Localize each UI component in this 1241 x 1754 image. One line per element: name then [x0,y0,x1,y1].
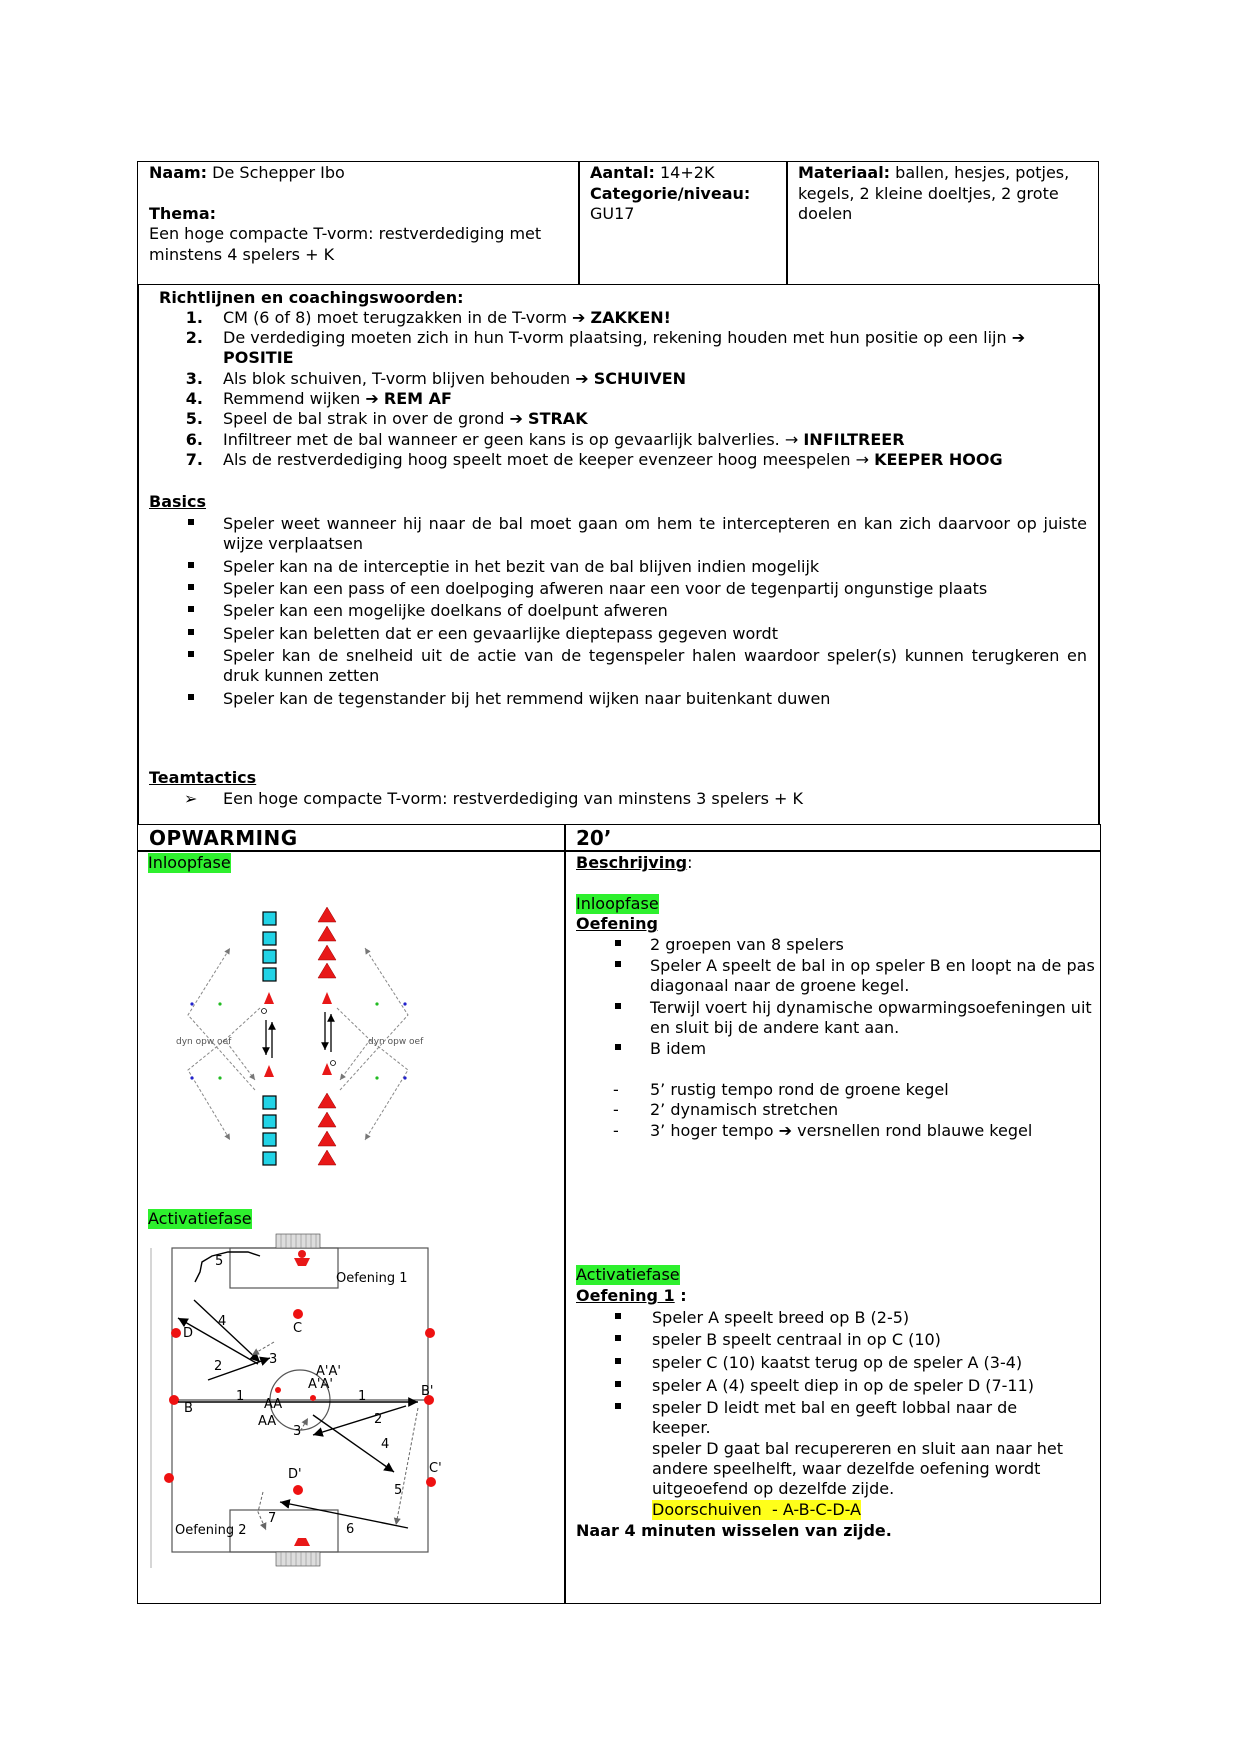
dash-icon: - [613,1100,619,1119]
richtlijn-item [223,450,1003,470]
square-marker [263,1115,276,1128]
materiaal-line-2: kegels, 2 kleine doeltjes, 2 grote [798,184,1059,203]
label-oefening-1: Oefening 1 [336,1271,408,1286]
num-1b: 1 [358,1389,367,1404]
header-divider-1 [578,161,580,285]
oefening-item: Speler A speelt de bal in op speler B en loopt na de pas diagonaal naar de groene kegel. [650,956,1095,995]
materiaal-line-3: doelen [798,204,853,223]
bullet-icon [188,519,194,525]
square-marker [263,1096,276,1109]
richtlijn-text: Speel de bal strak in over de grond [223,409,505,428]
bullet-icon [188,651,194,657]
inloopfase-diagram [170,900,430,1185]
num-4b: 4 [381,1437,390,1452]
arrow-icon: → [784,430,799,449]
square-marker [263,950,276,963]
aantal-value: 14+2K [660,163,715,182]
cone-icon [264,992,274,1004]
dash-icon: - [613,1121,619,1140]
triangle-marker [318,907,336,922]
triangle-marker [318,1112,336,1127]
num-7: 7 [268,1511,277,1526]
cyan-squares [263,912,276,1165]
dash-icon: - [613,1080,619,1099]
header-divider-2 [786,161,788,285]
materiaal-label: Materiaal: [798,163,891,182]
player-dot [310,1395,316,1401]
arrow-icon: ➔ [365,389,379,408]
bullet-icon [615,1403,621,1409]
arrow-icon: ➔ [509,409,523,428]
bullet-icon [615,1003,621,1009]
thema-line-1: Een hoge compacte T-vorm: restverdediging met [149,224,542,243]
oefening-1-item: speler D leidt met bal en geeft lobbal naar de keeper. [652,1398,1018,1437]
bullet-icon [188,694,194,700]
bullet-icon [615,1381,621,1387]
player-dot [169,1395,179,1405]
thema-line-2: minstens 4 spelers + K [149,245,335,264]
label-a-primes-2: A'A' [308,1377,333,1392]
basics-item: Speler kan de tegenstander bij het remmend wijken naar buitenkant duwen [223,689,831,708]
richtlijn-text: Als de restverdediging hoog speelt moet de keeper evenzeer hoog meespelen [223,450,851,469]
blue-cone-dot [403,1002,406,1005]
richtlijn-keyword: ZAKKEN! [590,308,671,327]
triangle-marker [318,926,336,941]
triangle-marker [318,1131,336,1146]
categorie-value: GU17 [590,204,635,223]
richtlijn-text: Remmend wijken [223,389,361,408]
oefening-heading: Oefening [576,914,658,933]
richtlijn-num: 4. [185,389,203,408]
richtlijn-num: 7. [185,450,203,469]
thema-label: Thema: [149,204,217,223]
num-3: 3 [269,1352,278,1367]
label-aa-2: AA [258,1414,277,1429]
player-dot [275,1387,281,1393]
opwarming-time: 20’ [576,826,612,850]
bottom-goal [276,1552,320,1566]
opwarming-header-rule [137,850,1101,852]
aantal-label: Aantal: [590,163,655,182]
richtlijn-keyword: KEEPER HOOG [874,450,1003,469]
player-dot [293,1485,303,1495]
materiaal-value-1: ballen, hesjes, potjes, [895,163,1070,182]
oefening-1-line [576,1286,687,1306]
naam-value: De Schepper Ibo [212,163,345,182]
richtlijn-num: 6. [185,430,203,449]
ball-icon [331,1061,336,1066]
richtlijn-text: De verdediging moeten zich in hun T-vorm plaatsing, rekening houden met hun positie op een lijn [223,328,1007,347]
triangle-marker [318,1150,336,1165]
bullet-icon [615,1358,621,1364]
player-dot [164,1473,174,1483]
richtlijn-keyword: INFILTREER [803,430,905,449]
bullet-icon [188,629,194,635]
bullet-icon [615,940,621,946]
richtlijn-keyword: STRAK [528,409,588,428]
doorschuiven-highlight: Doorschuiven - A-B-C-D-A [652,1500,861,1519]
richtlijn-item [223,308,671,328]
ball-icon [262,1009,267,1014]
opwarming-title: OPWARMING [149,826,298,850]
wissel-note: Naar 4 minuten wisselen van zijde. [576,1521,892,1540]
oefening-1-item: speler B speelt centraal in op C (10) [652,1330,941,1349]
label-d: D [183,1326,194,1341]
oefening-item: B idem [650,1039,707,1058]
arrowhead-bullet-icon: ➢ [184,789,198,808]
keeper-icon [294,1250,310,1266]
oefening-item: Terwijl voert hij dynamische opwarmingsoefeningen uit en sluit bij de andere kant aan. [650,998,1092,1037]
richtlijn-item [223,369,686,389]
label-d-prime: D' [288,1467,302,1482]
inloopfase-heading: Inloopfase [576,894,659,913]
richtlijn-keyword: POSITIE [223,348,294,367]
richtlijn-item [223,389,452,409]
arrow-icon: ➔ [1011,328,1026,347]
oefening-item: 2 groepen van 8 spelers [650,935,844,954]
diagram-label-left: dyn opw oef [176,1037,232,1047]
beschrijving-label: Beschrijving [576,853,688,872]
bullet-icon [188,562,194,568]
richtlijn-text: Infiltreer met de bal wanneer er geen kans is op gevaarlijk balverlies. [223,430,780,449]
player-dot [171,1328,181,1338]
basics-item: Speler kan een mogelijke doelkans of doelpunt afweren [223,601,668,620]
arrow-icon: ➔ [575,369,589,388]
green-cone-dot [375,1076,378,1079]
naam-line [149,163,345,183]
num-1: 1 [236,1389,245,1404]
green-cone-dot [218,1002,221,1005]
label-b-prime: B' [421,1384,434,1399]
label-c-prime: C' [429,1461,442,1476]
richtlijn-num: 1. [185,308,203,327]
label-oefening-2: Oefening 2 [175,1523,247,1538]
label-a-primes-1: A'A' [316,1364,341,1379]
square-marker [263,912,276,925]
num-4: 4 [218,1314,227,1329]
richtlijn-item [223,430,905,450]
cone-icon [322,1063,332,1075]
basics-item: Speler kan beletten dat er een gevaarlijke dieptepass gegeven wordt [223,624,778,643]
num-6: 6 [346,1522,355,1537]
green-cone-dot [375,1002,378,1005]
num-2b: 2 [374,1412,383,1427]
richtlijnen-title: Richtlijnen en coachingswoorden: [159,288,464,307]
top-goal [276,1234,320,1248]
bullet-icon [615,1335,621,1341]
basics-item: Speler kan de snelheid uit de actie van de tegenspeler halen waardoor speler(s) kunnen terugkeren en druk kunnen zetten [223,646,1087,685]
categorie-label: Categorie/niveau: [590,184,751,203]
content-box-left-border [137,284,139,824]
player-dot [426,1477,436,1487]
label-b: B [184,1401,193,1416]
teamtactics-item: Een hoge compacte T-vorm: restverdediging van minstens 3 spelers + K [223,789,804,808]
num-5: 5 [215,1254,224,1269]
activatiefase-field-diagram [148,1230,444,1574]
num-5b: 5 [394,1483,403,1498]
diagram-label-right: dyn opw oef [368,1037,424,1047]
cone-icon [264,1065,274,1077]
red-triangles [318,907,336,1165]
oefening-1-heading: Oefening 1 [576,1286,675,1305]
richtlijn-keyword: REM AF [383,389,452,408]
teamtactics-title: Teamtactics [149,768,257,787]
square-marker [263,1152,276,1165]
richtlijn-num: 2. [185,328,203,347]
square-marker [263,932,276,945]
tempo-item: 3’ hoger tempo ➔ versnellen rond blauwe kegel [650,1121,1033,1140]
oefening-1-extra: speler D gaat bal recupereren en sluit aan naar het andere speelhelft, waar dezelfde oefening wordt uitgeoefend op dezelfde zijde. [652,1439,1063,1498]
tempo-item: 5’ rustig tempo rond de groene kegel [650,1080,949,1099]
bullet-icon [615,1044,621,1050]
oefening-1-item: speler A (4) speelt diep in op de speler D (7-11) [652,1376,1035,1395]
num-3b: 3 [293,1424,302,1439]
blue-cone-dot [190,1076,193,1079]
activatiefase-label: Activatiefase [148,1209,252,1228]
cone-icon [322,992,332,1004]
player-dot [293,1309,303,1319]
label-aa-1: AA [264,1397,283,1412]
richtlijn-text: CM (6 of 8) moet terugzakken in de T-vorm [223,308,567,327]
num-2: 2 [214,1359,223,1374]
bullet-icon [615,961,621,967]
triangle-marker [318,945,336,960]
pass-arrows [266,1012,331,1058]
materiaal-line-1 [798,163,1069,183]
triangle-marker [318,963,336,978]
beschrijving-colon: : [687,853,693,872]
inloopfase-label: Inloopfase [148,853,231,872]
player-dot [425,1328,435,1338]
green-cone-dot [218,1076,221,1079]
basics-item: Speler kan een pass of een doelpoging afweren naar een voor de tegenpartij ongunstige plaats [223,579,988,598]
basics-title: Basics [149,492,207,511]
blue-cone-dot [403,1076,406,1079]
blue-cone-dot [190,1002,193,1005]
small-cones [264,992,332,1077]
oefening-1-item: speler C (10) kaatst terug op de speler A (3-4) [652,1353,1023,1372]
square-marker [263,968,276,981]
oefening-1-item: Speler A speelt breed op B (2-5) [652,1308,910,1327]
richtlijn-num: 3. [185,369,203,388]
richtlijn-item [223,409,588,429]
content-box-right-border [1098,284,1100,824]
richtlijn-keyword: SCHUIVEN [593,369,687,388]
arrow-icon: → [855,450,869,469]
top-penalty-area [230,1248,338,1288]
square-marker [263,1133,276,1146]
richtlijn-num: 5. [185,409,203,428]
richtlijn-text: Als blok schuiven, T-vorm blijven behouden [223,369,571,388]
opwarming-col-divider [564,824,566,1604]
tempo-item: 2’ dynamisch stretchen [650,1100,839,1119]
bullet-icon [188,606,194,612]
naam-label: Naam: [149,163,208,182]
basics-item: Speler kan na de interceptie in het bezit van de bal blijven indien mogelijk [223,557,820,576]
keeper-icon [294,1538,310,1546]
bullet-icon [615,1313,621,1319]
oefening-1-colon: : [674,1286,687,1305]
triangle-marker [318,1093,336,1108]
label-c: C [293,1321,303,1336]
aantal-line [590,163,714,183]
basics-item: Speler weet wanneer hij naar de bal moet gaan om hem te intercepteren en kan zich daarvoor op juiste wijze verplaatsen [223,514,1087,553]
beschrijving-line [576,853,692,873]
bullet-icon [188,584,194,590]
activatiefase-heading: Activatiefase [576,1265,680,1284]
richtlijn-item [223,328,1025,348]
arrow-icon: ➔ [572,308,586,327]
